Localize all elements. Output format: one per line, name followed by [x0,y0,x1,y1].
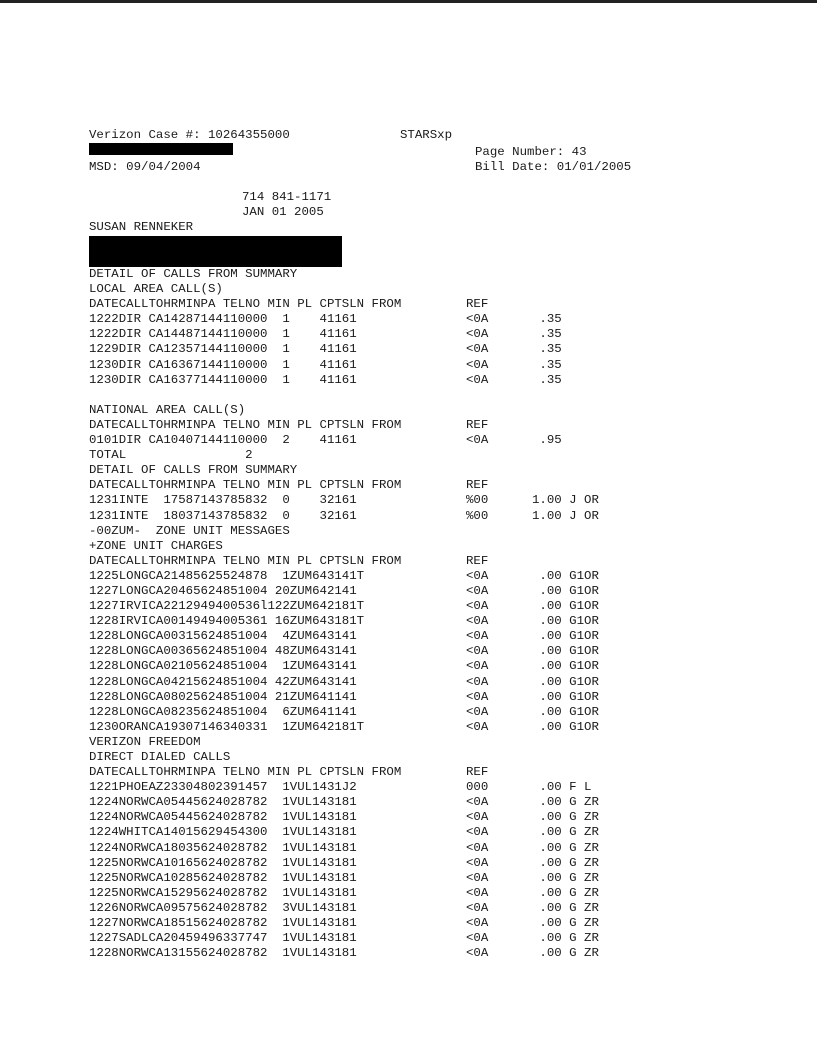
amount: .00 F L [532,780,592,795]
amount: .00 G ZR [532,900,599,915]
line-text: DATECALLTOHRMINPA TELNO MIN PL CPTSLN FROM [89,553,402,568]
detail-line [89,931,689,946]
amount: .00 G1OR [532,599,599,614]
detail-line [89,750,689,765]
page-number: Page Number: 43 [475,145,587,159]
detail-line [89,448,689,463]
detail-line [89,554,689,569]
line-text: DATECALLTOHRMINPA TELNO MIN PL CPTSLN FROM [89,297,402,312]
msd-date: MSD: 09/04/2004 [89,160,201,174]
call-detail-listing [89,267,689,961]
phone-number: 714 841-1171 [242,190,332,204]
detail-line [89,614,689,629]
line-text: NATIONAL AREA CALL(S) [89,402,246,417]
ref-code: <0A [466,659,489,674]
line-text: 1228LONGCA08025624851004 21ZUM641141 [89,689,357,704]
amount: 1.00 J OR [532,508,599,523]
line-text: 1230DIR CA16377144110000 1 41161 [89,372,357,387]
ref-code: <0A [466,312,489,327]
ref-code: REF [466,553,489,568]
ref-code: <0A [466,689,489,704]
amount: .00 G ZR [532,870,599,885]
detail-line [89,871,689,886]
line-text: 1225NORWCA10165624028782 1VUL143181 [89,855,357,870]
detail-line [89,539,689,554]
amount: .00 G ZR [532,810,599,825]
line-text: 1227NORWCA18515624028782 1VUL143181 [89,916,357,931]
detail-line [89,282,689,297]
ref-code: <0A [466,916,489,931]
ref-code: <0A [466,946,489,961]
amount: .00 G ZR [532,885,599,900]
line-text: DATECALLTOHRMINPA TELNO MIN PL CPTSLN FROM [89,765,402,780]
detail-line [89,735,689,750]
ref-code: <0A [466,629,489,644]
line-text: DIRECT DIALED CALLS [89,750,231,764]
detail-line [89,659,689,674]
amount: .00 G ZR [532,855,599,870]
line-text: 1227LONGCA20465624851004 20ZUM642141 [89,583,357,598]
redaction-bar [89,143,233,155]
amount: .00 G ZR [532,931,599,946]
ref-code: 000 [466,780,489,795]
amount: .35 [532,327,562,342]
amount: .00 G ZR [532,840,599,855]
amount: .00 G ZR [532,946,599,961]
amount: .00 G1OR [532,704,599,719]
detail-line [89,599,689,614]
line-text: DATECALLTOHRMINPA TELNO MIN PL CPTSLN FROM [89,478,402,493]
line-text: DETAIL OF CALLS FROM SUMMARY [89,463,298,478]
line-text: 1231INTE 18037143785832 0 32161 [89,508,357,523]
detail-line [89,841,689,856]
amount: .00 G1OR [532,583,599,598]
detail-line [89,720,689,735]
line-text: DATECALLTOHRMINPA TELNO MIN PL CPTSLN FROM [89,417,402,432]
line-text: TOTAL 2 [89,448,253,463]
ref-code: <0A [466,870,489,885]
system-name: STARSxp [400,128,453,142]
line-text: 1228LONGCA08235624851004 6ZUM641141 [89,704,357,719]
amount: .00 G1OR [532,568,599,583]
detail-line [89,644,689,659]
line-text: 1228LONGCA00315624851004 4ZUM643141 [89,629,357,644]
detail-line [89,509,689,524]
ref-code: REF [466,765,489,780]
line-text: -00ZUM- ZONE UNIT MESSAGES [89,523,290,538]
detail-line [89,795,689,810]
detail-line [89,675,689,690]
detail-line [89,463,689,478]
detail-line [89,810,689,825]
detail-line [89,327,689,342]
amount: 1.00 J OR [532,493,599,508]
detail-line [89,629,689,644]
ref-code: <0A [466,900,489,915]
detail-line [89,493,689,508]
amount: .00 G1OR [532,614,599,629]
amount: .35 [532,312,562,327]
line-text: 1229DIR CA12357144110000 1 41161 [89,342,357,357]
amount: .95 [532,433,562,448]
ref-code: <0A [466,719,489,734]
amount: .00 G ZR [532,795,599,810]
line-text: 1224NORWCA05445624028782 1VUL143181 [89,810,357,825]
line-text: 1224NORWCA18035624028782 1VUL143181 [89,840,357,855]
ref-code: <0A [466,568,489,583]
ref-code: REF [466,417,489,432]
line-text: 1227IRVICA2212949400536l122ZUM642181T [89,599,365,614]
detail-line [89,358,689,373]
line-text: DETAIL OF CALLS FROM SUMMARY [89,267,298,281]
detail-line [89,584,689,599]
detail-line [89,690,689,705]
detail-line [89,267,689,282]
detail-line [89,946,689,961]
amount: .00 G1OR [532,659,599,674]
detail-line [89,825,689,840]
ref-code: <0A [466,357,489,372]
detail-line [89,418,689,433]
amount: .00 G1OR [532,719,599,734]
ref-code: <0A [466,583,489,598]
detail-line [89,886,689,901]
detail-line [89,312,689,327]
line-text: LOCAL AREA CALL(S) [89,282,223,297]
line-text: 1224NORWCA05445624028782 1VUL143181 [89,795,357,810]
line-text: 1221PHOEAZ23304802391457 1VUL1431J2 [89,780,357,795]
amount: .35 [532,357,562,372]
line-text: 1227SADLCA20459496337747 1VUL143181 [89,931,357,946]
line-text: 1225LONGCA21485625524878 1ZUM643141T [89,568,365,583]
amount: .00 G1OR [532,674,599,689]
line-text: 1231INTE 17587143785832 0 32161 [89,493,357,508]
ref-code: <0A [466,372,489,387]
case-number: Verizon Case #: 10264355000 [89,128,290,142]
amount: .35 [532,342,562,357]
line-text: VERIZON FREEDOM [89,734,201,749]
ref-code: <0A [466,704,489,719]
detail-line [89,524,689,539]
detail-line [89,765,689,780]
line-text: 1222DIR CA14487144110000 1 41161 [89,327,357,342]
detail-line [89,478,689,493]
ref-code: <0A [466,855,489,870]
line-text: 1228LONGCA02105624851004 1ZUM643141 [89,659,357,674]
detail-line [89,403,689,418]
amount: .00 G1OR [532,689,599,704]
detail-line [89,373,689,388]
ref-code: <0A [466,433,489,448]
line-text: 1230DIR CA16367144110000 1 41161 [89,357,357,372]
ref-code: <0A [466,327,489,342]
redaction-block [89,236,342,267]
line-text: 1228NORWCA13155624028782 1VUL143181 [89,946,357,961]
line-text: 1225NORWCA15295624028782 1VUL143181 [89,885,357,900]
ref-code: <0A [466,644,489,659]
ref-code: REF [466,297,489,312]
line-text: 1228IRVICA00149494005361 16ZUM643181T [89,614,365,629]
ref-code: <0A [466,885,489,900]
ref-code: <0A [466,931,489,946]
amount: .00 G ZR [532,916,599,931]
ref-code: <0A [466,795,489,810]
amount: .00 G ZR [532,825,599,840]
detail-line [89,388,689,403]
ref-code: %00 [466,508,489,523]
ref-code: <0A [466,674,489,689]
detail-line [89,569,689,584]
ref-code: <0A [466,614,489,629]
line-text: 1230ORANCA19307146340331 1ZUM642181T [89,719,365,734]
amount: .00 G1OR [532,644,599,659]
detail-line [89,780,689,795]
line-text: 0101DIR CA10407144110000 2 41161 [89,433,357,448]
line-text: 1224WHITCA14015629454300 1VUL143181 [89,825,357,840]
page-top-border [0,0,817,3]
amount: .35 [532,372,562,387]
ref-code: %00 [466,493,489,508]
bill-date: Bill Date: 01/01/2005 [475,160,632,174]
customer-name: SUSAN RENNEKER [89,220,194,234]
line-text: +ZONE UNIT CHARGES [89,538,223,553]
line-text: 1222DIR CA14287144110000 1 41161 [89,312,357,327]
detail-line [89,342,689,357]
statement-date: JAN 01 2005 [242,205,324,219]
detail-line [89,856,689,871]
detail-line [89,297,689,312]
line-text: 1228LONGCA04215624851004 42ZUM643141 [89,674,357,689]
amount: .00 G1OR [532,629,599,644]
detail-line [89,916,689,931]
line-text: 1225NORWCA10285624028782 1VUL143181 [89,870,357,885]
ref-code: <0A [466,599,489,614]
ref-code: <0A [466,342,489,357]
line-text: 1228LONGCA00365624851004 48ZUM643141 [89,644,357,659]
ref-code: <0A [466,810,489,825]
line-text: 1226NORWCA09575624028782 3VUL143181 [89,900,357,915]
detail-line [89,901,689,916]
detail-line [89,433,689,448]
ref-code: REF [466,478,489,493]
detail-line [89,705,689,720]
ref-code: <0A [466,840,489,855]
ref-code: <0A [466,825,489,840]
